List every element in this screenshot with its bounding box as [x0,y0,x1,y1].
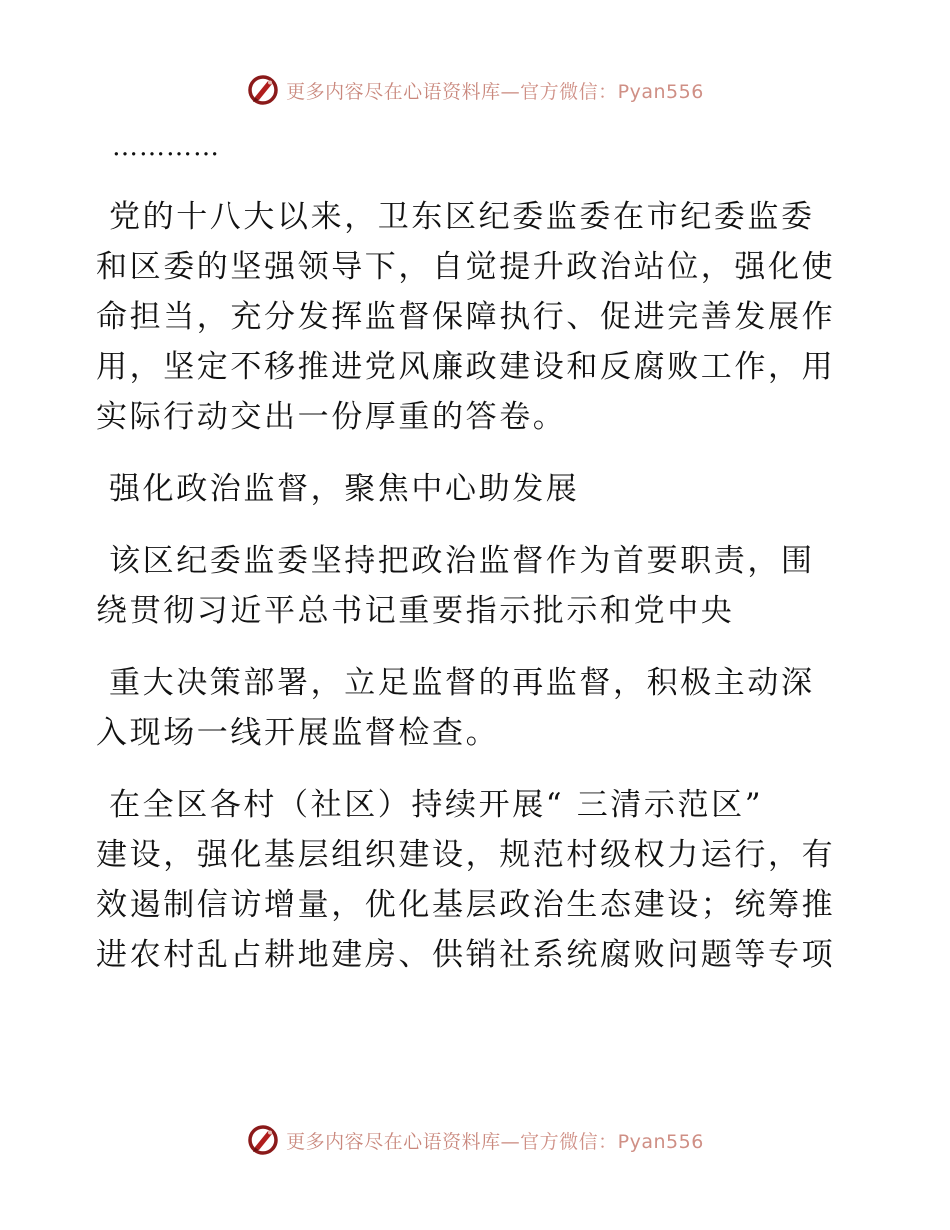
ellipsis-line: ………… [112,132,220,162]
text-line: 入现场一线开展监督检查。 [96,715,500,751]
text-line: 绕贯彻习近平总书记重要指示批示和党中央 [96,593,735,629]
paragraph-deployment [96,658,856,758]
watermark-header [0,70,950,110]
text-line: 建设，强化基层组织建设，规范村级权力运行，有 [96,837,836,873]
pen-logo-icon [246,1123,280,1157]
pen-logo-icon [246,73,280,107]
watermark-footer [0,1120,950,1160]
text-line: 效遏制信访增量，优化基层政治生态建设；统筹推 [96,887,836,923]
text-line: 党的十八大以来，卫东区纪委监委在市纪委监委 [109,199,815,235]
paragraph-supervision [96,536,856,636]
watermark-dash: — [500,80,521,103]
text-line: 用，坚定不移推进党风廉政建设和反腐败工作，用 [96,349,836,385]
text-line: 该区纪委监委坚持把政治监督作为首要职责，围 [109,543,815,579]
paragraph-demonstration [96,780,856,980]
watermark-text: 更多内容尽在心语资料库 [286,80,501,103]
watermark-wechat: 官方微信：Pyan556 [520,1130,704,1153]
text-line: 进农村乱占耕地建房、供销社系统腐败问题等专项 [96,937,836,973]
text-line: 和区委的坚强领导下，自觉提升政治站位，强化使 [96,249,836,285]
text-line: 命担当，充分发挥监督保障执行、促进完善发展作 [96,299,836,335]
paragraph-intro [96,192,856,442]
text-line: 在全区各村（社区）持续开展“ 三清示范区” [109,787,764,823]
section-heading: 强化政治监督，聚焦中心助发展 [109,471,580,507]
watermark-text: 更多内容尽在心语资料库 [286,1130,501,1153]
article-body [96,124,856,980]
text-line: 重大决策部署，立足监督的再监督，积极主动深 [109,665,815,701]
watermark-wechat: 官方微信：Pyan556 [520,80,704,103]
watermark-dash: — [500,1130,521,1153]
text-line: 实际行动交出一份厚重的答卷。 [96,399,567,435]
